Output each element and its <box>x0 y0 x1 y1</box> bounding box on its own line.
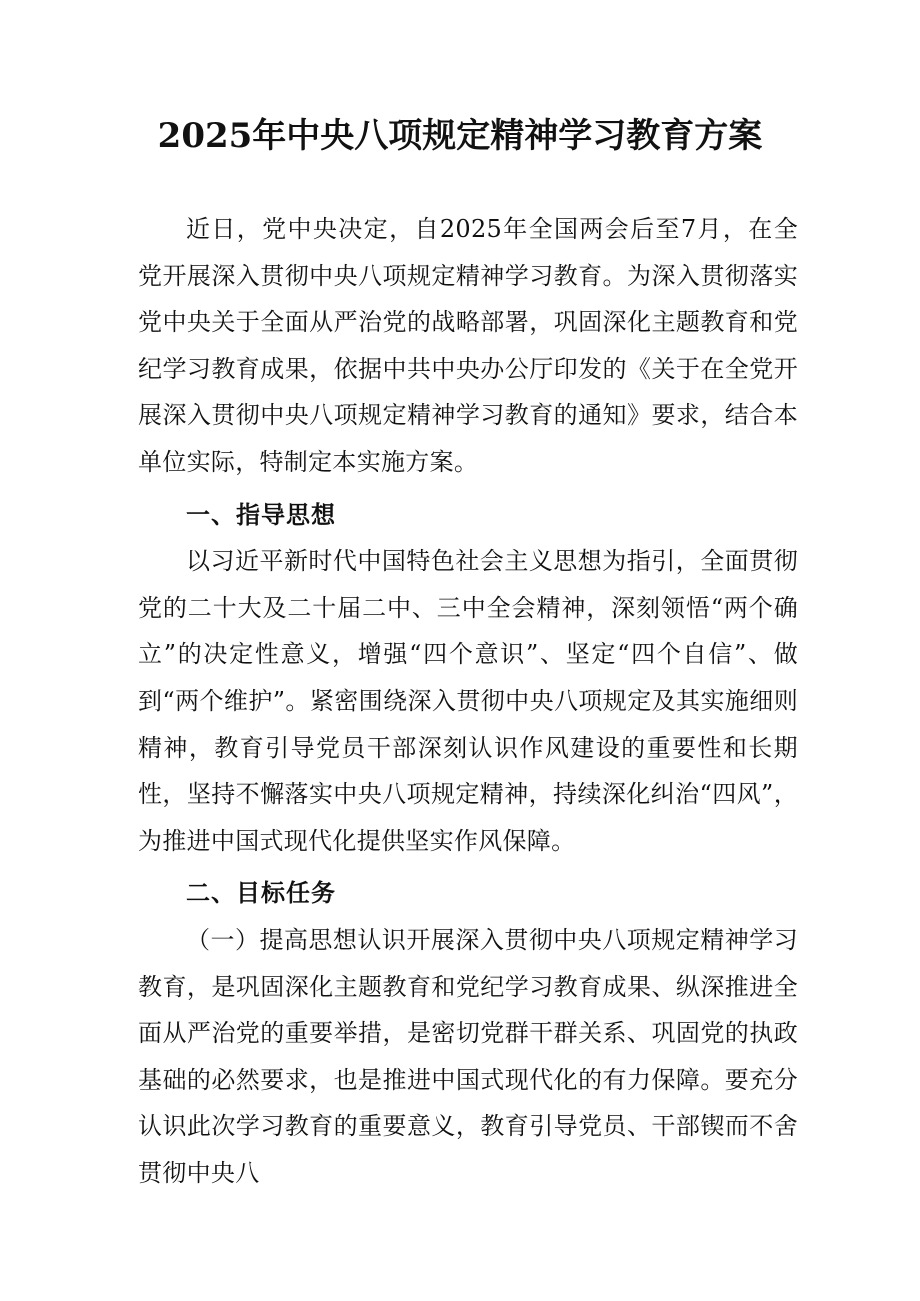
section-heading-guiding-ideology: 一、指导思想 <box>186 500 336 529</box>
section-heading-goals-tasks: 二、目标任务 <box>186 879 336 908</box>
goals-tasks-paragraph: （一）提高思想认识开展深入贯彻中央八项规定精神学习教育，是巩固深化主题教育和党纪学习教育成果、纵深推进全面从严治党的重要举措，是密切党群干群关系、巩固党的执政基础的必然要求，也是推进中国式现代化的有力保障。要充分认识此次学习教育的重要意义，教育引导党员、干部锲而不舍贯彻中央八 <box>138 925 798 1187</box>
guiding-ideology-paragraph: 以习近平新时代中国特色社会主义思想为指引，全面贯彻党的二十大及二十届二中、三中全会精神，深刻领悟“两个确立”的决定性意义，增强“四个意识”、坚定“四个自信”、做到“两个维护”。紧密围绕深入贯彻中央八项规定及其实施细则精神，教育引导党员干部深刻认识作风建设的重要性和长期性，坚持不懈落实中央八项规定精神，持续深化纠治“四风”，为推进中国式现代化提供坚实作风保障。 <box>138 547 798 855</box>
document-title: 2025年中央八项规定精神学习教育方案 <box>157 116 763 156</box>
document-body <box>138 206 798 1196</box>
intro-paragraph: 近日，党中央决定，自2025年全国两会后至7月，在全党开展深入贯彻中央八项规定精神学习教育。为深入贯彻落实党中央关于全面从严治党的战略部署，巩固深化主题教育和党纪学习教育成果，依据中共中央办公厅印发的《关于在全党开展深入贯彻中央八项规定精神学习教育的通知》要求，结合本单位实际，特制定本实施方案。 <box>138 215 798 476</box>
